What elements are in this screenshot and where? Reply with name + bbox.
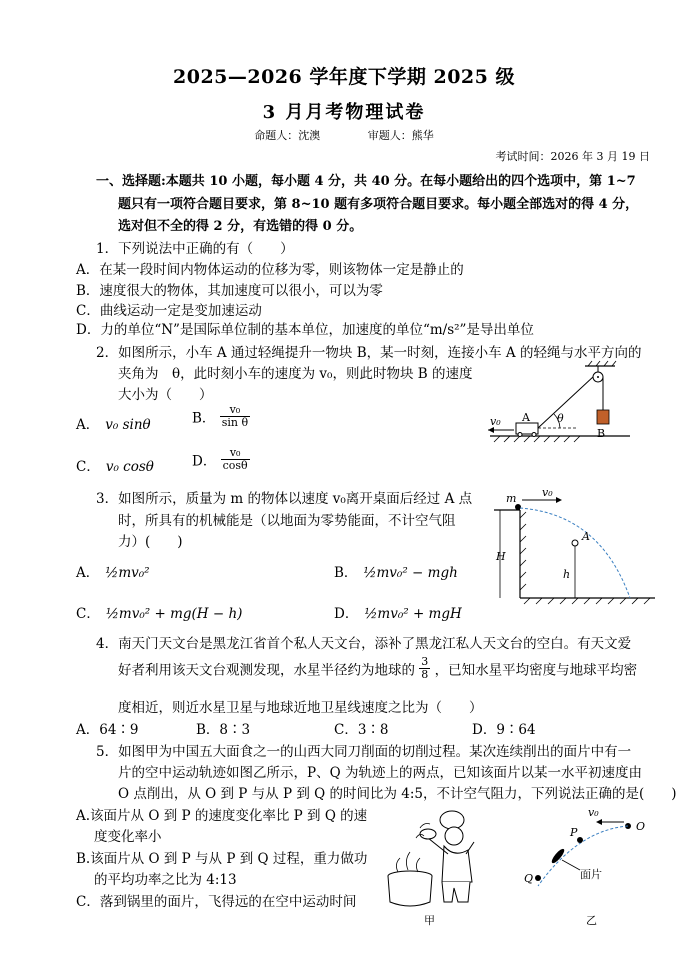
setter: 命题人：沈澳	[254, 129, 321, 142]
q3-fig-m: m	[506, 492, 517, 505]
q4-option-c: C．3∶8	[334, 722, 389, 738]
q5-fig-o: O	[636, 820, 646, 833]
q3-projectile-figure	[490, 488, 660, 606]
q5-fig-label-yi: 乙	[586, 914, 597, 927]
q2-cart-pulley-figure	[480, 360, 660, 450]
q5-stem-line2: 片的空中运动轨迹如图乙所示，P、Q 为轨迹上的两点，已知该面片以某一水平初速度由	[118, 765, 642, 781]
q3-fig-a: A	[582, 530, 590, 543]
q3-fig-h-big: H	[496, 550, 506, 563]
authors-line	[0, 127, 688, 143]
q5-trajectory-figure	[508, 800, 678, 930]
section1-line3: 选对但不全的得 2 分，有选错的得 0 分。	[118, 219, 363, 234]
q1-option-b: B．速度很大的物体，其加速度可以很小，可以为零	[76, 283, 383, 299]
q2-option-d: D． $\frac{\text{v₀}}{\cos\theta}$	[192, 446, 248, 472]
q5-option-b-line1: B.该面片从 O 到 P 与从 P 到 Q 过程，重力做功	[76, 851, 368, 867]
q2-fig-label-a: A	[522, 411, 530, 424]
q5-chef-figure	[384, 798, 484, 928]
reviewer: 审题人：熊华	[367, 129, 434, 142]
q5-stem-line1: 5．如图甲为中国五大面食之一的山西大同刀削面的切削过程。某次连续削出的面片中有一	[96, 744, 632, 760]
q5-option-c-line1: C．落到锅里的面片，飞得远的在空中运动时间	[76, 894, 357, 910]
q2-option-a: A． v₀ sinθ	[76, 417, 151, 433]
q5-option-a-line2: 度变化率小	[94, 829, 162, 845]
q2-stem-line1: 2．如图所示，小车 A 通过轻绳提升一物块 B，某一时刻，连接小车 A 的轻绳与水平方向的	[96, 345, 642, 361]
q3-fig-h-small: h	[563, 568, 571, 581]
q3-stem-line2: 时，所具有的机械能是（以地面为零势能面，不计空气阻	[118, 513, 456, 529]
q2-stem-line2: 夹角为 θ，此时刻小车的速度为 v₀，则此时物块 B 的速度	[118, 366, 473, 382]
q3-option-a: A． ½mv₀²	[76, 565, 150, 581]
q2-option-c: C． v₀ cosθ	[76, 459, 154, 475]
q3-stem-line3: 力）( )	[118, 534, 183, 550]
q4-stem-line1: 4．南天门天文台是黑龙江省首个私人天文台，添补了黑龙江私人天文台的空白。有天文爱	[96, 636, 632, 652]
q1-option-d: D．力的单位“N”是国际单位制的基本单位，加速度的单位“m/s²”是导出单位	[76, 322, 534, 338]
q1-option-a: A．在某一段时间内物体运动的位移为零，则该物体一定是静止的	[76, 262, 464, 278]
exam-title-line1: 2025—2026 学年度下学期 2025 级	[173, 66, 515, 88]
q2-fig-theta: θ	[557, 412, 564, 425]
q2-fig-v0: v₀	[490, 415, 501, 428]
section1-line2: 题只有一项符合题目要求，第 8~10 题有多项符合题目要求。每小题全部选对的得 4 分，	[118, 197, 639, 212]
q4-option-d: D．9∶64	[472, 722, 536, 738]
q4-stem-line2: 好者利用该天文台观测发现，水星半径约为地球的 $\frac{3}{8}$ ，已知水星平均密度与地球平均密	[118, 655, 638, 681]
q3-option-d: D． ½mv₀² + mgH	[334, 606, 462, 622]
q5-option-b-line2: 的平均功率之比为 4:13	[94, 872, 237, 888]
q5-fig-p: P	[570, 826, 578, 839]
q1-option-c: C．曲线运动一定是变加速运动	[76, 303, 262, 319]
q5-fig-v0: v₀	[588, 806, 599, 819]
exam-title-line2: 3 月月考物理试卷	[262, 102, 426, 123]
q3-stem-line1: 3．如图所示，质量为 m 的物体以速度 v₀离开桌面后经过 A 点	[96, 491, 473, 507]
q2-fig-label-b: B	[597, 427, 606, 440]
q4-stem-line3: 度相近，则近水星卫星与地球近地卫星线速度之比为（ ）	[118, 700, 483, 716]
q5-fig-label-jia: 甲	[424, 914, 435, 927]
q1-stem: 1．下列说法中正确的有（ ）	[96, 241, 294, 257]
q3-option-c: C． ½mv₀² + mg(H − h)	[76, 606, 243, 622]
q4-option-b: B．8∶3	[196, 722, 251, 738]
q2-option-b: B． $\frac{\text{v₀}}{\text{sin θ}}$	[192, 403, 249, 429]
exam-time: 考试时间：2026 年 3 月 19 日	[495, 150, 650, 163]
q3-option-b: B． ½mv₀² − mgh	[334, 565, 458, 581]
q3-fig-v0: v₀	[542, 488, 553, 499]
q5-fig-q: Q	[524, 872, 534, 885]
q5-stem-line3: O 点削出，从 O 到 P 与从 P 到 Q 的时间比为 4:5，不计空气阻力，下列说法正确的是( )	[118, 786, 677, 802]
section1-line1: 一、选择题:本题共 10 小题，每小题 4 分，共 40 分。在每小题给出的四个选项中，第 1~7	[96, 174, 636, 189]
q5-fig-mianpian: 面片	[580, 868, 602, 881]
q2-stem-line3: 大小为（ ）	[118, 387, 213, 403]
q5-option-a-line1: A.该面片从 O 到 P 的速度变化率比 P 到 Q 的速	[76, 808, 368, 824]
q4-option-a: A．64∶9	[76, 722, 139, 738]
